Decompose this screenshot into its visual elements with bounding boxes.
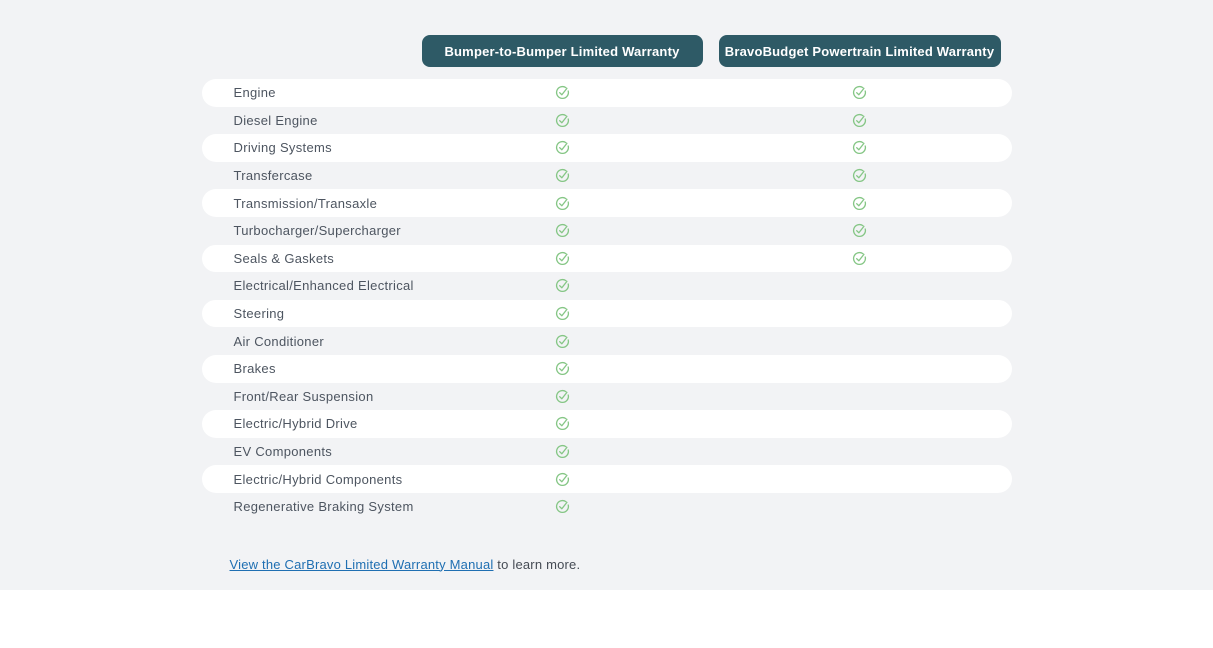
- check-circle-icon: [555, 168, 570, 183]
- table-row: [202, 383, 1012, 411]
- table-row: [202, 162, 1012, 190]
- check-circle-icon: [555, 472, 570, 487]
- check-circle-icon: [555, 278, 570, 293]
- check-circle-icon: [852, 140, 867, 155]
- table-row: [202, 355, 1012, 383]
- check-circle-icon: [555, 85, 570, 100]
- bumper-to-bumper-cell: [422, 134, 703, 162]
- table-row: [202, 300, 1012, 328]
- table-row: [202, 465, 1012, 493]
- warranty-manual-link[interactable]: View the CarBravo Limited Warranty Manual: [229, 556, 494, 572]
- table-row: [202, 107, 1012, 135]
- powertrain-cell: [719, 300, 1001, 328]
- check-circle-icon: [555, 334, 570, 349]
- component-label: Driving Systems: [233, 140, 332, 156]
- check-circle-icon: [555, 196, 570, 211]
- component-label: Electric/Hybrid Components: [233, 471, 403, 487]
- bumper-to-bumper-cell: [422, 217, 703, 245]
- check-circle-icon: [555, 306, 570, 321]
- check-circle-icon: [555, 444, 570, 459]
- component-label: Engine: [233, 85, 276, 101]
- component-label: Diesel Engine: [233, 112, 318, 128]
- component-label: Turbocharger/Supercharger: [233, 223, 401, 239]
- powertrain-cell: [719, 272, 1001, 300]
- bumper-to-bumper-cell: [422, 300, 703, 328]
- bumper-to-bumper-cell: [422, 107, 703, 135]
- check-circle-icon: [555, 251, 570, 266]
- bumper-to-bumper-cell: [422, 79, 703, 107]
- check-circle-icon: [555, 361, 570, 376]
- powertrain-cell: [719, 438, 1001, 466]
- footer-note: [202, 557, 1012, 572]
- powertrain-cell: [719, 79, 1001, 107]
- table-row: [202, 217, 1012, 245]
- component-label: Seals & Gaskets: [233, 250, 335, 266]
- table-row: [202, 327, 1012, 355]
- bumper-to-bumper-cell: [422, 327, 703, 355]
- component-label: Electrical/Enhanced Electrical: [233, 278, 414, 294]
- check-circle-icon: [555, 140, 570, 155]
- powertrain-cell: [719, 107, 1001, 135]
- powertrain-cell: [719, 217, 1001, 245]
- column-header-bumper-to-bumper[interactable]: Bumper-to-Bumper Limited Warranty: [422, 35, 703, 67]
- check-circle-icon: [555, 416, 570, 431]
- component-label: Regenerative Braking System: [233, 499, 414, 515]
- table-row: [202, 272, 1012, 300]
- bumper-to-bumper-cell: [422, 493, 703, 521]
- bumper-to-bumper-cell: [422, 189, 703, 217]
- warranty-comparison-table: [202, 0, 1012, 572]
- powertrain-cell: [719, 327, 1001, 355]
- bumper-to-bumper-cell: [422, 245, 703, 273]
- component-label: Brakes: [233, 361, 276, 377]
- check-circle-icon: [555, 113, 570, 128]
- table-row: [202, 189, 1012, 217]
- footer-note-suffix: to learn more.: [497, 556, 581, 572]
- check-circle-icon: [852, 196, 867, 211]
- table-row: [202, 493, 1012, 521]
- table-row: [202, 245, 1012, 273]
- component-label: Air Conditioner: [233, 333, 324, 349]
- powertrain-cell: [719, 245, 1001, 273]
- check-circle-icon: [852, 223, 867, 238]
- check-circle-icon: [852, 113, 867, 128]
- warranty-table-rows: [202, 79, 1012, 521]
- component-label: EV Components: [233, 444, 333, 460]
- powertrain-cell: [719, 493, 1001, 521]
- component-label: Transmission/Transaxle: [233, 195, 378, 211]
- table-row: [202, 410, 1012, 438]
- powertrain-cell: [719, 465, 1001, 493]
- check-circle-icon: [555, 499, 570, 514]
- component-label: Steering: [233, 306, 285, 322]
- table-row: [202, 79, 1012, 107]
- powertrain-cell: [719, 189, 1001, 217]
- component-label: Front/Rear Suspension: [233, 388, 374, 404]
- check-circle-icon: [555, 389, 570, 404]
- check-circle-icon: [555, 223, 570, 238]
- bumper-to-bumper-cell: [422, 355, 703, 383]
- check-circle-icon: [852, 85, 867, 100]
- powertrain-cell: [719, 134, 1001, 162]
- bumper-to-bumper-cell: [422, 410, 703, 438]
- check-circle-icon: [852, 251, 867, 266]
- powertrain-cell: [719, 410, 1001, 438]
- bumper-to-bumper-cell: [422, 272, 703, 300]
- table-row: [202, 134, 1012, 162]
- component-label: Electric/Hybrid Drive: [233, 416, 358, 432]
- table-row: [202, 438, 1012, 466]
- powertrain-cell: [719, 162, 1001, 190]
- component-label: Transfercase: [233, 168, 313, 184]
- check-circle-icon: [852, 168, 867, 183]
- column-header-powertrain[interactable]: BravoBudget Powertrain Limited Warranty: [719, 35, 1001, 67]
- powertrain-cell: [719, 383, 1001, 411]
- powertrain-cell: [719, 355, 1001, 383]
- bumper-to-bumper-cell: [422, 465, 703, 493]
- bumper-to-bumper-cell: [422, 438, 703, 466]
- table-header-row: [202, 35, 1012, 67]
- bumper-to-bumper-cell: [422, 162, 703, 190]
- bumper-to-bumper-cell: [422, 383, 703, 411]
